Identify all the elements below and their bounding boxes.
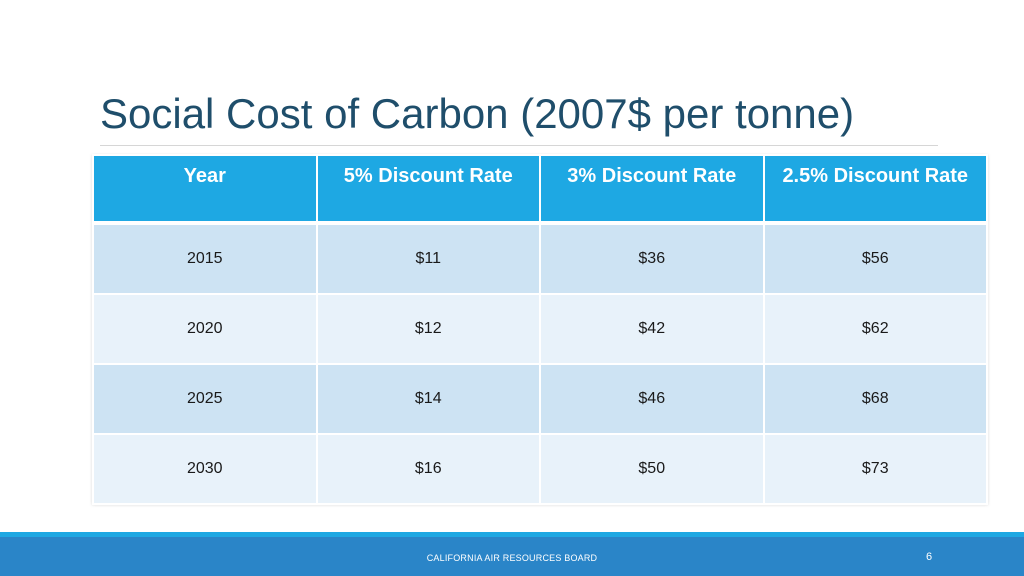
cell-3-percent: $42	[540, 294, 764, 364]
header-3-percent-rate: 3% Discount Rate	[540, 155, 764, 223]
table-row	[93, 364, 987, 434]
carbon-cost-table	[92, 154, 988, 505]
table-row	[93, 434, 987, 504]
cell-3-percent: $46	[540, 364, 764, 434]
header-5-percent-rate: 5% Discount Rate	[317, 155, 541, 223]
cell-5-percent: $14	[317, 364, 541, 434]
cell-year: 2030	[93, 434, 317, 504]
table-row	[93, 223, 987, 294]
cell-3-percent: $50	[540, 434, 764, 504]
table-row	[93, 294, 987, 364]
page-number: 6	[926, 551, 933, 563]
cell-5-percent: $12	[317, 294, 541, 364]
title-divider	[100, 145, 938, 146]
cell-2-5-percent: $68	[764, 364, 988, 434]
cell-year: 2025	[93, 364, 317, 434]
slide-title: Social Cost of Carbon (2007$ per tonne)	[100, 90, 855, 137]
cell-2-5-percent: $73	[764, 434, 988, 504]
cell-year: 2015	[93, 223, 317, 294]
cell-2-5-percent: $56	[764, 223, 988, 294]
footer-organization: CALIFORNIA AIR RESOURCES BOARD	[426, 553, 598, 563]
cell-5-percent: $16	[317, 434, 541, 504]
cell-2-5-percent: $62	[764, 294, 988, 364]
header-2-5-percent-rate: 2.5% Discount Rate	[764, 155, 988, 223]
cell-5-percent: $11	[317, 223, 541, 294]
header-year: Year	[93, 155, 317, 223]
table-header-row	[93, 155, 987, 223]
cell-year: 2020	[93, 294, 317, 364]
cell-3-percent: $36	[540, 223, 764, 294]
